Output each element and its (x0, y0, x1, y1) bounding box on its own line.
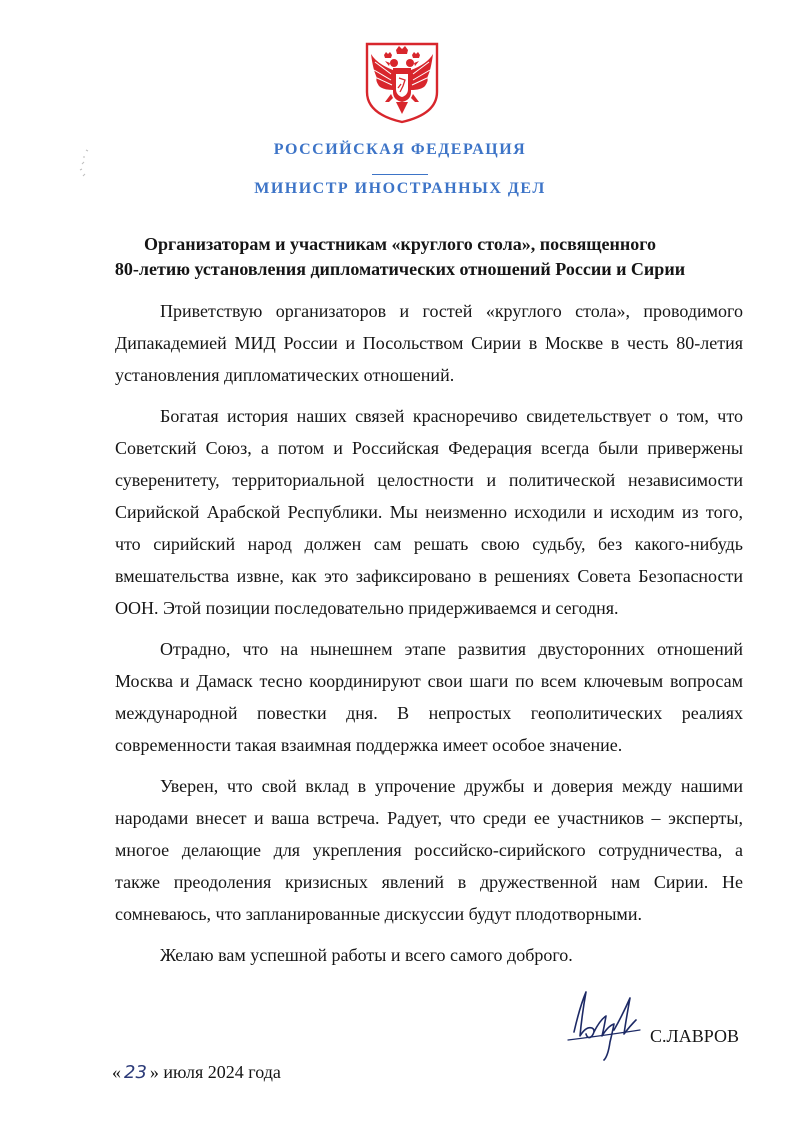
country-heading: РОССИЙСКАЯ ФЕДЕРАЦИЯ (273, 141, 527, 158)
signer-name: С.ЛАВРОВ (650, 1026, 739, 1046)
date-month-year: » июля 2024 года (149, 1062, 281, 1082)
paragraph-1: Приветствую организаторов и гостей «круглого стола», проводимого Дипакадемией МИД России и Посольством Сирии в Москве в честь 80-летия установления дипломатических отношений. (115, 301, 743, 385)
date-open-quote: « (112, 1062, 121, 1082)
letter-body (115, 295, 743, 980)
handwritten-signature (560, 986, 660, 1064)
title-line-1: Организаторам и участникам «круглого стола», посвященного (144, 234, 656, 254)
paragraph-2: Богатая история наших связей красноречиво свидетельствует о том, что Советский Союз, а потом и Российская Федерация всегда были привержены суверенитету, территориальной целостности и политической независимости Сирийской Арабской Республики. Мы неизменно исходили и исходим из того, что сирийский народ должен сам решать свою судьбу, без какого-нибудь вмешательства извне, как это зафиксировано в решениях Совета Безопасности ООН. Этой позиции последовательно придерживаемся и сегодня. (115, 406, 743, 618)
coat-of-arms-emblem (363, 40, 441, 124)
ministry-heading: МИНИСТР ИНОСТРАННЫХ ДЕЛ (254, 180, 546, 197)
letter-title (100, 232, 700, 282)
paragraph-3: Отрадно, что на нынешнем этапе развития двусторонних отношений Москва и Дамаск тесно координируют свои шаги по всем ключевым вопросам международной повестки дня. В непростых геополитических реалиях современности такая взаимная поддержка имеет особое значение. (115, 639, 743, 755)
letter-date (112, 1062, 281, 1083)
date-day-handwritten: 23 (124, 1062, 147, 1083)
title-line-2: 80-летию установления дипломатических отношений России и Сирии (114, 259, 686, 279)
paragraph-5: Желаю вам успешной работы и всего самого доброго. (160, 945, 573, 965)
paragraph-4: Уверен, что свой вклад в упрочение дружбы и доверия между нашими народами внесет и ваша встреча. Радует, что среди ее участников – эксперты, многое делающие для укрепления российско-сирийского сотрудничества, а также преодоления кризисных явлений в дружественной нам Сирии. Не сомневаюсь, что запланированные дискуссии будут плодотворными. (115, 776, 743, 924)
header-divider (372, 174, 428, 175)
